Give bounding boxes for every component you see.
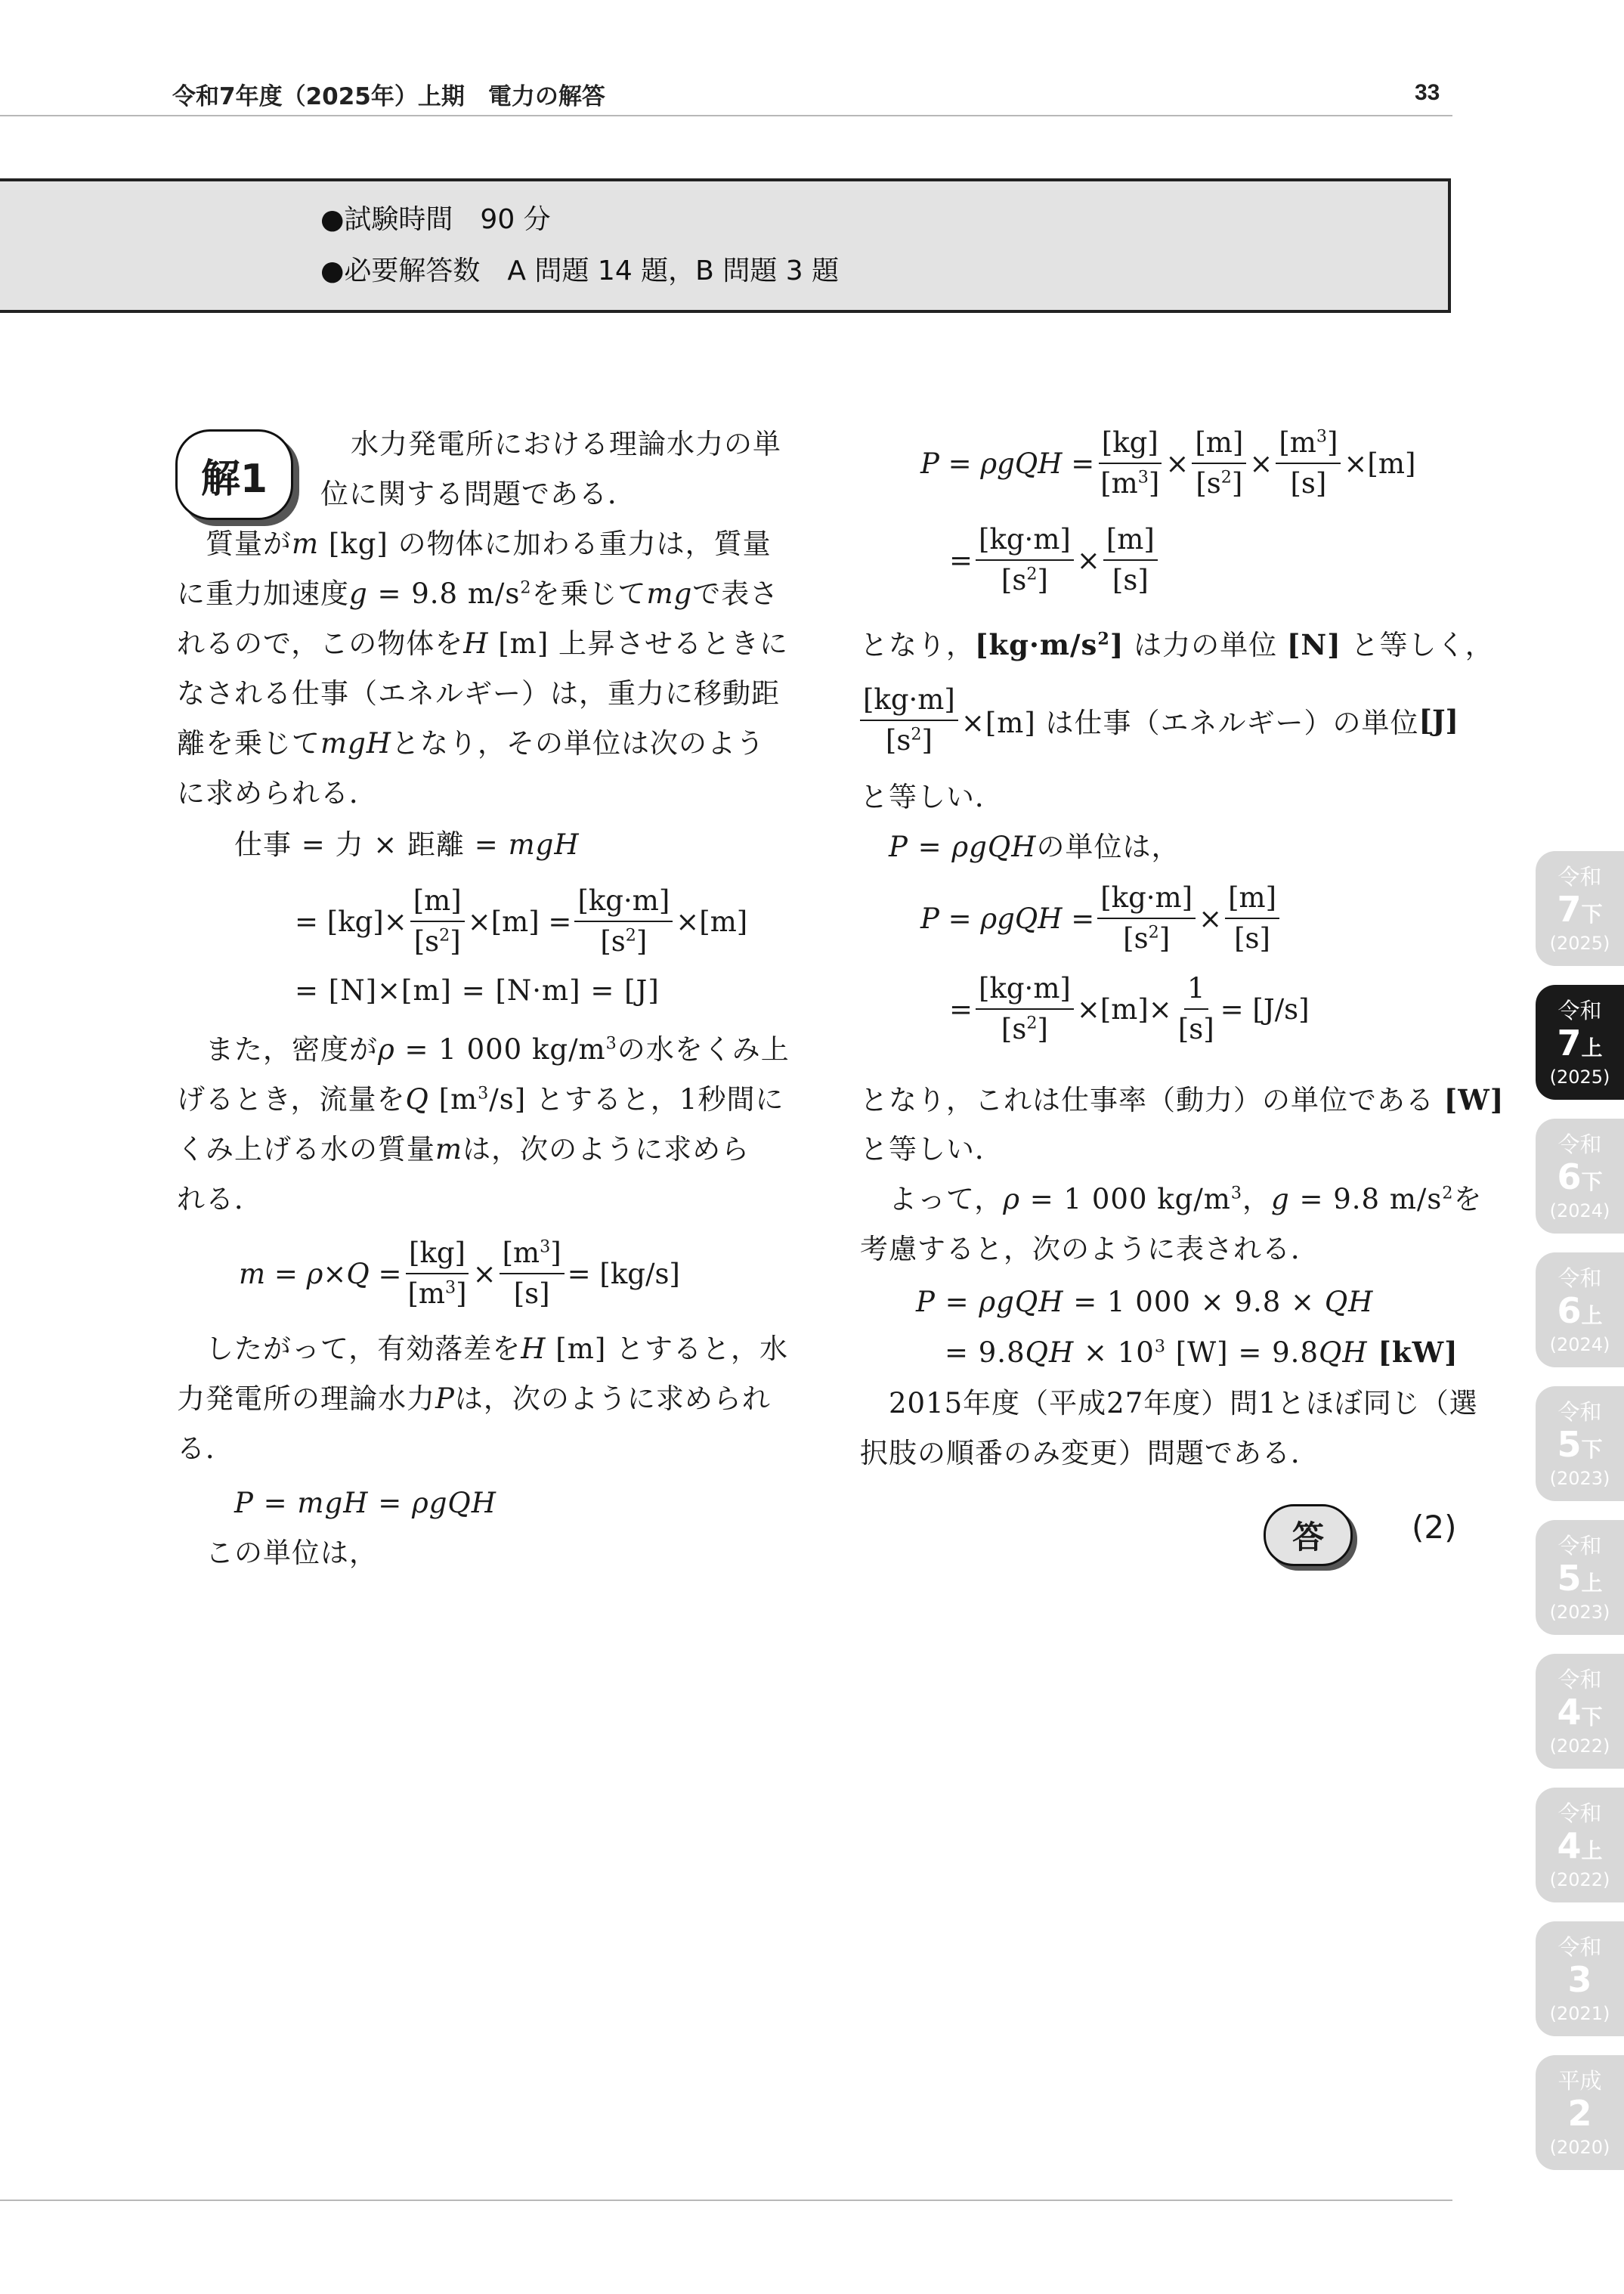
equation-final-2: = $9.8QH \times 10^3$ [W] = 9.8QH [kW] <box>945 1336 1459 1369</box>
equation-power-units: P = ρgQH = $\frac{[kg]}{[m^3]}$ × $\frac{[m]}{[s^2]}$ × $\frac{[m^3]}{[s]}$ ×[m] <box>920 423 1415 503</box>
equation-joule: = [N]×[m] = [N·m] = [J] <box>295 974 660 1007</box>
tab-number: 5下 <box>1557 1424 1603 1465</box>
year-tab[interactable] <box>1536 1788 1624 1902</box>
tab-year: (2020) <box>1549 2137 1610 2158</box>
tab-number: 6上 <box>1557 1290 1603 1331</box>
tab-year: (2023) <box>1549 1602 1610 1623</box>
equation-final-1: P = ρgQH = 1 000 × 9.8 × QH <box>916 1286 1374 1318</box>
para-5-line-1: この単位は， <box>206 1537 378 1569</box>
tab-year: (2024) <box>1549 1200 1610 1221</box>
year-tab[interactable] <box>1536 851 1624 966</box>
para-4-line-3: る． <box>177 1432 234 1465</box>
tab-era: 令和 <box>1557 864 1602 890</box>
tab-number: 7下 <box>1557 889 1603 930</box>
tab-era: 令和 <box>1557 1265 1602 1291</box>
para-1-line-1: 水力発電所における理論水力の単 <box>351 428 781 460</box>
equation-power-units-2: = $\frac{[kg\cdot m]}{[s^2]}$ × $\frac{[m]}{[s]}$ <box>949 520 1161 600</box>
tab-era: 令和 <box>1557 1399 1602 1425</box>
equation-power-units-4: = $\frac{[kg\cdot m]}{[s^2]}$ ×[m]× $\frac{1}{[s]}$ = [J/s] <box>949 969 1310 1049</box>
para-3-line-3: くみ上げる水の質量mは，次のように求めら <box>177 1133 750 1166</box>
right-para-4-line-2: 考慮すると，次のように表される． <box>860 1233 1319 1265</box>
year-tab[interactable] <box>1536 2055 1624 2170</box>
footer-rule <box>0 2200 1452 2201</box>
equation-work-units: = [kg]× $\frac{[m]}{[s^2]}$ ×[m] = $\frac{[kg\cdot m]}{[s^2]}$ ×[m] <box>295 881 747 961</box>
tab-year: (2023) <box>1549 1468 1610 1489</box>
tab-number: 6下 <box>1557 1156 1603 1197</box>
tab-year: (2021) <box>1549 2003 1610 2024</box>
right-para-3-line-2: と等しい． <box>860 1133 1004 1166</box>
year-tab[interactable] <box>1536 1386 1624 1501</box>
equation-mass-flow: m = ρ×Q = $\frac{[kg]}{[m^3]}$ × $\frac{[m^3]}{[s]}$ = [kg/s] <box>239 1234 680 1314</box>
year-tab[interactable] <box>1536 1520 1624 1635</box>
right-para-5-line-1: 2015年度（平成27年度）問1とほぼ同じ（選 <box>889 1387 1478 1419</box>
tab-era: 令和 <box>1557 998 1602 1023</box>
year-tab[interactable] <box>1536 1921 1624 2036</box>
tab-era: 平成 <box>1557 2068 1602 2094</box>
tab-year: (2024) <box>1549 1334 1610 1355</box>
tab-number: 7上 <box>1557 1023 1603 1063</box>
answer-value: (2) <box>1412 1509 1457 1546</box>
tab-number: 2 <box>1567 2093 1592 2134</box>
right-para-5-line-2: 択肢の順番のみ変更）問題である． <box>860 1437 1319 1469</box>
right-para-3-line-1: となり，これは仕事率（動力）の単位である [W] <box>860 1083 1505 1116</box>
para-3-line-2: げるとき，流量をQ $[m^3/s]$ とすると，1秒間に <box>177 1083 784 1116</box>
right-para-2-line-1: P = ρgQHの単位は， <box>889 831 1180 863</box>
tab-era: 令和 <box>1557 1934 1602 1960</box>
tab-number: 5上 <box>1557 1558 1603 1599</box>
answer-badge: 答 <box>1264 1504 1353 1566</box>
tab-era: 令和 <box>1557 1533 1602 1559</box>
para-2-line-6: に求められる． <box>177 777 378 810</box>
tab-year: (2025) <box>1549 1067 1610 1088</box>
para-2-line-3: れるので，この物体をH [m] 上昇させるときに <box>177 627 789 660</box>
right-para-1-line-2: $\frac{[kg\cdot m]}{[s^2]}$ ×[m] は仕事（エネルギー）の単位 [J] <box>860 680 1459 760</box>
right-para-1-line-1: となり，$[kg\cdot m/s^2]$ は力の単位 [N] と等しく， <box>860 628 1494 661</box>
tab-era: 令和 <box>1557 1667 1602 1692</box>
tab-era: 令和 <box>1557 1800 1602 1826</box>
para-2-line-4: なされる仕事（エネルギー）は，重力に移動距 <box>177 677 780 710</box>
exam-info-box <box>0 178 1451 313</box>
tab-year: (2025) <box>1549 933 1610 954</box>
para-2-line-5: 離を乗じてmgHとなり，その単位は次のよう <box>177 727 766 760</box>
equation-power-units-3: P = ρgQH = $\frac{[kg\cdot m]}{[s^2]}$ × $\frac{[m]}{[s]}$ <box>920 878 1282 958</box>
tab-number: 4下 <box>1557 1692 1603 1732</box>
para-4-line-1: したがって，有効落差をH [m] とすると，水 <box>206 1333 789 1365</box>
year-tab[interactable] <box>1536 1252 1624 1367</box>
tab-number: 4上 <box>1557 1825 1603 1866</box>
right-para-1-line-3: と等しい． <box>860 781 1004 813</box>
para-3-line-1: また，密度がρ = 1 000 $kg/m^3$の水をくみ上 <box>206 1033 790 1066</box>
para-3-line-4: れる． <box>177 1183 263 1215</box>
exam-time: ●試験時間 90 分 <box>320 204 551 235</box>
solution-badge: 解1 <box>175 429 293 520</box>
running-header-title: 令和7年度（2025年）上期 電力の解答 <box>172 83 605 110</box>
tab-year: (2022) <box>1549 1869 1610 1890</box>
header-rule <box>0 115 1452 116</box>
tab-year: (2022) <box>1549 1735 1610 1757</box>
year-tab[interactable] <box>1536 985 1624 1100</box>
para-2-line-1: 質量がm [kg] の物体に加わる重力は，質量 <box>206 528 772 560</box>
page-number: 33 <box>1415 80 1440 105</box>
year-tab[interactable] <box>1536 1654 1624 1769</box>
para-4-line-2: 力発電所の理論水力Pは，次のように求められ <box>177 1382 771 1415</box>
required-answers: ●必要解答数 A 問題 14 題，B 問題 3 題 <box>320 255 840 286</box>
tab-number: 3 <box>1567 1959 1592 2000</box>
equation-power: P = mgH = ρgQH <box>234 1487 497 1519</box>
para-2-line-2: に重力加速度g = 9.8 $m/s^2$を乗じてmgで表さ <box>177 577 779 610</box>
tab-era: 令和 <box>1557 1132 1602 1157</box>
equation-work: 仕事 = 力 × 距離 = mgH <box>234 828 580 861</box>
right-para-4-line-1: よって，ρ = 1 000 $kg/m^3$，g = 9.8 $m/s^2$を <box>889 1183 1483 1215</box>
year-tab[interactable] <box>1536 1119 1624 1234</box>
para-1-line-2: 位に関する問題である． <box>320 478 636 510</box>
